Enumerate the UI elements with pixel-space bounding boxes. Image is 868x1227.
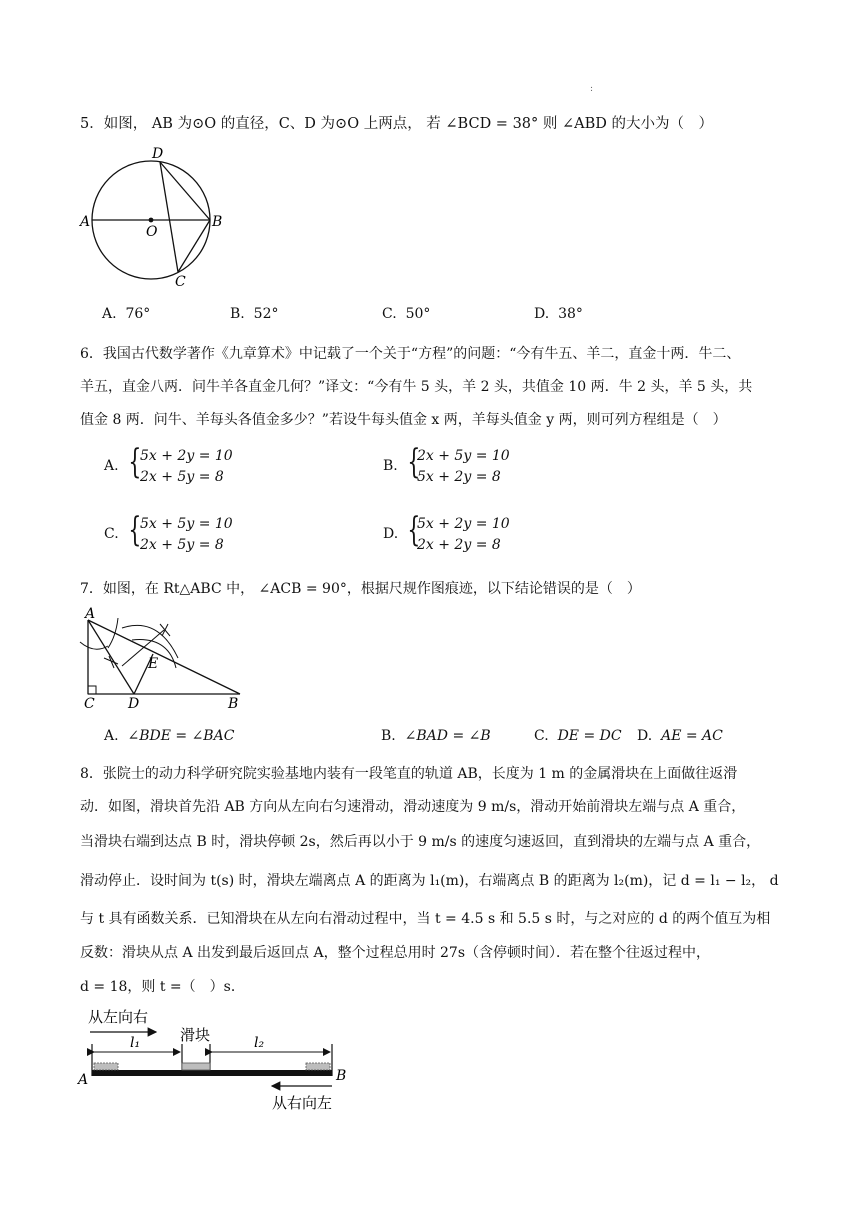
q6-line3: 值金 8 两．问牛、羊每头各值金多少？”若设牛每头值金 x 两，羊每头值金 y 两，则可列方程组是（ ） bbox=[80, 412, 727, 428]
brace-icon: { bbox=[128, 510, 142, 550]
q7-option-d[interactable] bbox=[637, 728, 723, 744]
equation-1: 5x + 5y = 10 bbox=[140, 516, 233, 532]
q6-option-a-key[interactable]: A. bbox=[104, 458, 119, 474]
label-b: B bbox=[336, 1068, 347, 1084]
brace-icon: { bbox=[128, 442, 142, 482]
q7-option-b[interactable] bbox=[381, 728, 491, 744]
center-dot bbox=[149, 218, 154, 223]
equation-1: 5x + 2y = 10 bbox=[140, 448, 233, 464]
option-key: B. bbox=[230, 306, 245, 322]
q5-option-d[interactable] bbox=[534, 306, 583, 322]
option-text: ∠BDE = ∠BAC bbox=[127, 728, 235, 744]
option-key: A. bbox=[102, 306, 117, 322]
q5-stem: 5．如图， AB 为⊙O 的直径，C、D 为⊙O 上两点， 若 ∠BCD = 38° 则 ∠ABD 的大小为（ ） bbox=[80, 116, 713, 132]
q6-option-b-system[interactable] bbox=[417, 446, 510, 488]
label-a: A bbox=[85, 606, 96, 622]
slider-start bbox=[94, 1063, 118, 1070]
q8-line6: 反数：滑块从点 A 出发到最后返回点 A，整个过程总用时 27s（含停顿时间）．若在整个往返过程中， bbox=[80, 945, 711, 961]
q7-option-c[interactable] bbox=[534, 728, 622, 744]
q8-line5: 与 t 具有函数关系．已知滑块在从左向右滑动过程中，当 t = 4.5 s 和 5.5 s 时，与之对应的 d 的两个值互为相 bbox=[80, 911, 771, 927]
q8-line7: d = 18，则 t =（ ）s． bbox=[80, 979, 245, 995]
q6-option-b-key[interactable]: B. bbox=[383, 458, 398, 474]
option-text: 50° bbox=[405, 306, 431, 322]
label-c: C bbox=[175, 274, 186, 290]
option-key: B. bbox=[381, 728, 396, 744]
label-b: B bbox=[212, 214, 223, 230]
equation-2: 5x + 2y = 8 bbox=[417, 469, 501, 485]
q6-option-c-system[interactable] bbox=[140, 514, 233, 556]
q8-line3: 当滑块右端到达点 B 时，滑块停顿 2s，然后再以小于 9 m/s 的速度匀速返回，直到滑块的左端与点 A 重合， bbox=[80, 834, 761, 850]
option-text: 38° bbox=[558, 306, 583, 322]
option-text: AE = AC bbox=[661, 728, 723, 744]
brace-icon: { bbox=[407, 510, 421, 550]
option-text: DE = DC bbox=[557, 728, 622, 744]
q5-option-a[interactable] bbox=[102, 306, 150, 322]
option-key: C. bbox=[382, 306, 397, 322]
label-e: E bbox=[148, 656, 159, 672]
q8-track-figure bbox=[76, 1004, 366, 1116]
option-text: ∠BAD = ∠B bbox=[404, 728, 491, 744]
option-key: D. bbox=[534, 306, 550, 322]
label-o: O bbox=[146, 224, 158, 240]
equation-2: 2x + 2y = 8 bbox=[417, 537, 501, 553]
q6-option-d-system[interactable] bbox=[417, 514, 510, 556]
label-left-to-right: 从左向右 bbox=[88, 1008, 149, 1026]
option-text: 52° bbox=[253, 306, 279, 322]
option-text: 76° bbox=[125, 306, 151, 322]
page-mark: : bbox=[590, 84, 594, 94]
label-c: C bbox=[84, 696, 95, 712]
option-key: C. bbox=[534, 728, 549, 744]
q7-triangle-figure bbox=[78, 606, 258, 714]
label-a: A bbox=[78, 1072, 89, 1088]
q6-option-d-key[interactable]: D. bbox=[383, 526, 399, 542]
q6-line2: 羊五，直金八两．问牛羊各直金几何？”译文：“今有牛 5 头，羊 2 头，共值金 10 两．牛 2 头，羊 5 头，共 bbox=[80, 379, 753, 395]
q8-line2: 动．如图，滑块首先沿 AB 方向从左向右匀速滑动，滑动速度为 9 m/s，滑动开始前滑块左端与点 A 重合， bbox=[80, 799, 746, 815]
chord-dc bbox=[160, 162, 178, 272]
right-angle-mark bbox=[88, 686, 96, 694]
equation-1: 2x + 5y = 10 bbox=[417, 448, 510, 464]
equation-1: 5x + 2y = 10 bbox=[417, 516, 510, 532]
q8-line1: 8．张院士的动力科学研究院实验基地内装有一段笔直的轨道 AB，长度为 1 m 的金属滑块在上面做往返滑 bbox=[80, 766, 738, 782]
label-a: A bbox=[80, 214, 91, 230]
label-d: D bbox=[128, 696, 140, 712]
q6-line1: 6．我国古代数学著作《九章算术》中记载了一个关于“方程”的问题：“今有牛五、羊二，直金十两．牛二、 bbox=[80, 346, 741, 362]
q7-option-a[interactable] bbox=[104, 728, 234, 744]
track-ab bbox=[92, 1070, 332, 1076]
label-right-to-left: 从右向左 bbox=[272, 1094, 333, 1112]
arc-2 bbox=[108, 618, 118, 648]
q6-option-a-system[interactable] bbox=[140, 446, 233, 488]
q5-option-c[interactable] bbox=[382, 306, 430, 322]
q8-line4: 滑动停止．设时间为 t(s) 时，滑块左端离点 A 的距离为 l₁(m)，右端离点 B 的距离为 l₂(m)，记 d = l₁ − l₂， d bbox=[80, 873, 779, 889]
chord-cb bbox=[178, 220, 210, 272]
label-slider: 滑块 bbox=[180, 1026, 211, 1044]
label-b: B bbox=[228, 696, 239, 712]
option-key: D. bbox=[637, 728, 653, 744]
label-d: D bbox=[152, 146, 164, 162]
slider-end bbox=[306, 1063, 330, 1070]
option-key: A. bbox=[104, 728, 119, 744]
equation-2: 2x + 5y = 8 bbox=[140, 537, 224, 553]
q5-option-b[interactable] bbox=[230, 306, 278, 322]
equation-2: 2x + 5y = 8 bbox=[140, 469, 224, 485]
slider-block bbox=[182, 1063, 210, 1070]
q7-stem: 7．如图，在 Rt△ABC 中， ∠ACB = 90°，根据尺规作图痕迹，以下结论错误的是（ ） bbox=[80, 581, 641, 597]
q6-option-c-key[interactable]: C. bbox=[104, 526, 119, 542]
brace-icon: { bbox=[407, 442, 421, 482]
label-l1: l₁ bbox=[130, 1035, 141, 1051]
q5-circle-figure bbox=[76, 140, 236, 290]
label-l2: l₂ bbox=[254, 1035, 265, 1051]
